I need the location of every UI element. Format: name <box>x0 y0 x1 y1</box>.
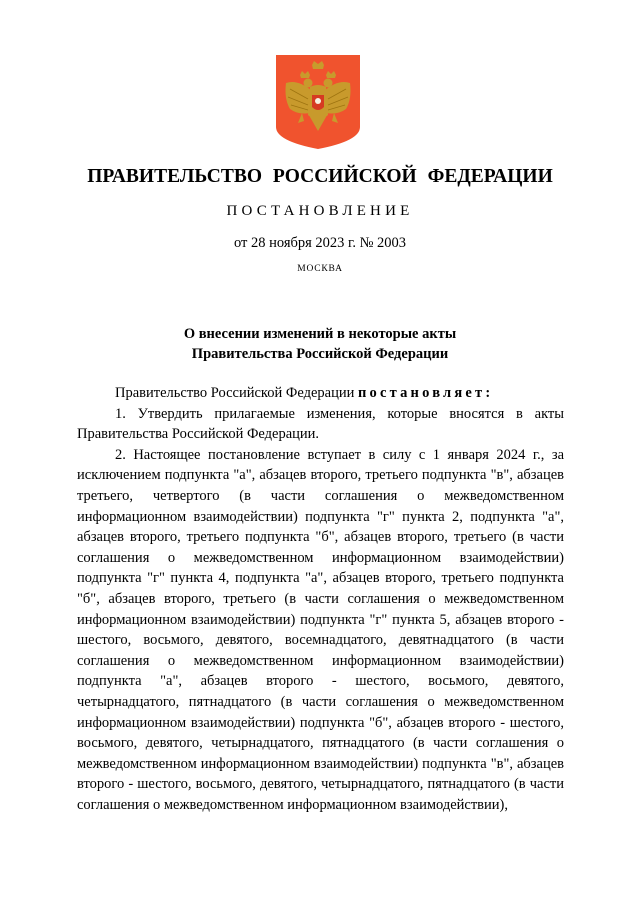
heading-line-2: Правительства Российской Федерации <box>191 346 449 362</box>
paragraph-item-1: 1. Утвердить прилагаемые изменения, которые вносятся в акты Правительства Российской Федерации. <box>77 405 564 443</box>
document-city: МОСКВА <box>297 264 343 274</box>
government-title: ПРАВИТЕЛЬСТВО РОССИЙСКОЙ ФЕДЕРАЦИИ <box>87 166 553 187</box>
intro-text: Правительство Российской Федерации <box>115 385 358 401</box>
paragraph-item-2: 2. Настоящее постановление вступает в силу с 1 января 2024 г., за исключением подпункта "а", абзацев второго, третьего подпункта "в", абзацев третьего, четвертого (в части соглашения о межведомственном информационном взаимодействии) подпункта "г" пункта 2, подпункта "а", абзацев второго, третьего подпункта "б", абзацев второго, третьего (в части соглашения о межведомственном информационном взаимодействии) подпункта "г" пункта 4, подпункта "а", абзацев второго, третьего подпункта "б", абзацев второго, третьего (в части соглашения о межведомственном информационном взаимодействии) подпункта "г" пункта 5, абзацев второго - шестого, восьмого, девятого, восемнадцатого, девятнадцатого (в части соглашения о межведомственном информационном взаимодействии) подпункта "а", абзацев второго - шестого, восьмого, девятого, четырнадцатого, пятнадцатого (в части соглашения о межведомственном информационном взаимодействии) подпункта "б", абзацев второго - шестого, восьмого, девятого, четырнадцатого, пятнадцатого (в части соглашения о межведомственном информационном взаимодействии) подпункта "в", абзацев второго - шестого, восьмого, девятого, четырнадцатого, пятнадцатого (в части соглашения о межведомственном информационном взаимодействии), <box>77 446 564 813</box>
document-heading <box>0 324 640 364</box>
state-emblem <box>276 55 360 149</box>
coat-of-arms-icon <box>276 55 360 149</box>
document-type: ПОСТАНОВЛЕНИЕ <box>226 203 414 219</box>
intro-paragraph <box>77 383 564 404</box>
heading-line-1: О внесении изменений в некоторые акты <box>183 326 457 342</box>
document-date-number: от 28 ноября 2023 г. № 2003 <box>233 235 407 251</box>
document-body <box>77 383 564 815</box>
intro-resolves: постановляет: <box>357 385 494 401</box>
